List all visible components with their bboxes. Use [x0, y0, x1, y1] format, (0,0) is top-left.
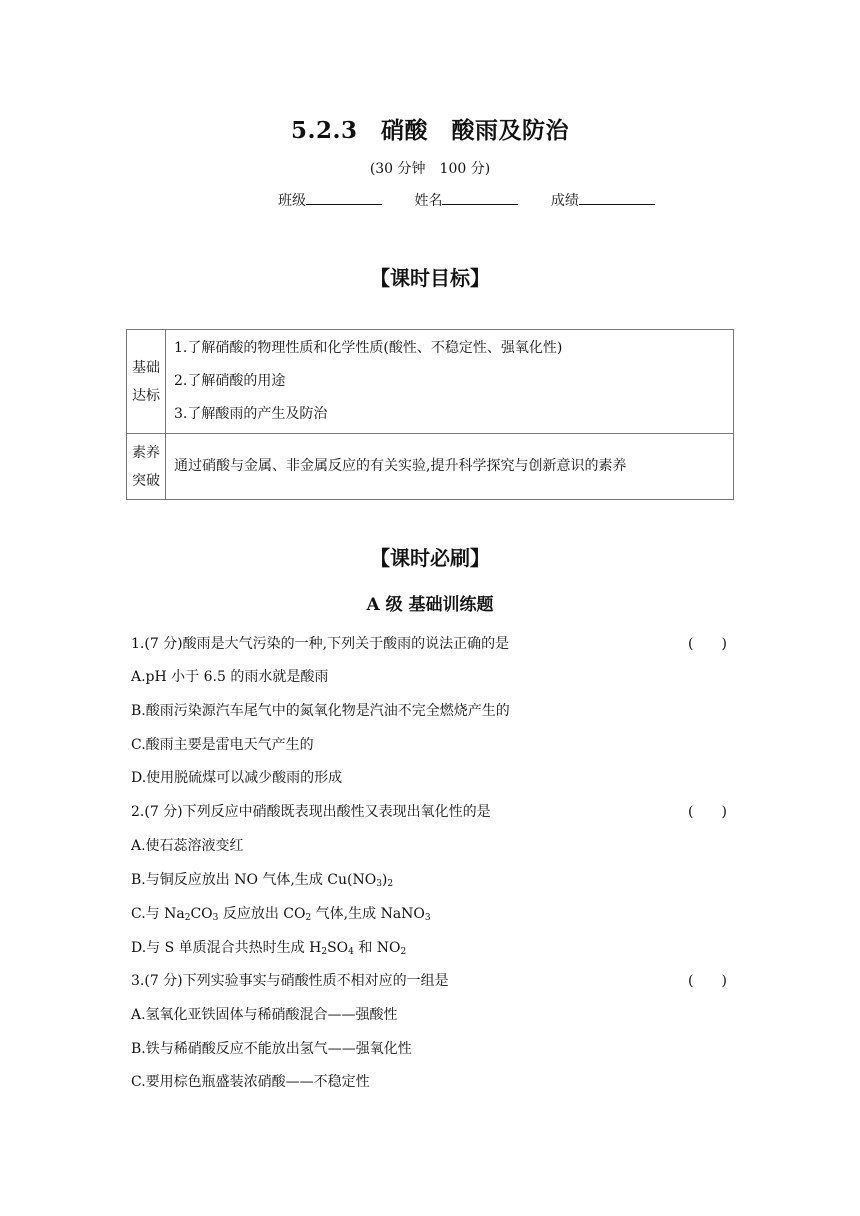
student-info-fields: [278, 190, 683, 210]
question-2-option-d[interactable]: D.与 S 单质混合共热时生成 $H_2SO_4$ 和 $NO_2$: [131, 940, 407, 957]
name-blank[interactable]: [442, 192, 518, 205]
level-heading: A 级 基础训练题: [366, 595, 494, 615]
question-2-option-c[interactable]: C.与 $Na_2CO_3$ 反应放出 $CO_2$ 气体,生成 NaNO$_3$: [131, 906, 431, 923]
goal-item: 3.了解酸雨的产生及防治: [174, 406, 328, 422]
goal-item: 通过硝酸与金属、非金属反应的有关实验,提升科学探究与创新意识的素养: [174, 458, 627, 474]
question-1-option-d[interactable]: D.使用脱硫煤可以减少酸雨的形成: [131, 770, 343, 786]
goals-table: [126, 329, 734, 500]
goal-item: 2.了解硝酸的用途: [174, 373, 286, 389]
question-2-stem: 2.(7 分)下列反应中硝酸既表现出酸性又表现出氧化性的是: [131, 804, 491, 820]
section-heading-goals: 【课时目标】: [370, 266, 490, 290]
question-1-option-a[interactable]: A.pH 小于 6.5 的雨水就是酸雨: [131, 669, 329, 685]
goals-category-literacy: 素养 突破: [127, 434, 166, 500]
question-1-option-c[interactable]: C.酸雨主要是雷电天气产生的: [131, 737, 314, 753]
question-1-stem: 1.(7 分)酸雨是大气污染的一种,下列关于酸雨的说法正确的是: [131, 636, 510, 652]
name-field[interactable]: [414, 190, 518, 210]
name-label: 姓名: [414, 193, 443, 209]
goals-category-basic: 基础 达标: [127, 330, 166, 434]
score-blank[interactable]: [579, 192, 655, 205]
question-2-option-b[interactable]: B.与铜反应放出 NO 气体,生成 $Cu(NO_3)_2$: [131, 872, 394, 889]
question-3-stem: 3.(7 分)下列实验事实与硝酸性质不相对应的一组是: [131, 973, 449, 989]
goals-row-basic: [127, 330, 734, 434]
goal-item: 1.了解硝酸的物理性质和化学性质(酸性、不稳定性、强氧化性): [174, 340, 563, 356]
score-label: 成绩: [550, 193, 579, 209]
goals-row-literacy: [127, 434, 734, 500]
question-2-option-a[interactable]: A.使石蕊溶液变红: [131, 838, 244, 854]
class-field[interactable]: [278, 190, 382, 210]
section-heading-practice: 【课时必刷】: [370, 546, 490, 570]
question-3-option-b[interactable]: B.铁与稀硝酸反应不能放出氢气——强氧化性: [131, 1041, 412, 1057]
goals-content-basic: [166, 330, 734, 434]
answer-bracket-2[interactable]: ( ): [688, 804, 727, 820]
goals-content-literacy: [166, 434, 734, 500]
page-title: 5.2.3 硝酸 酸雨及防治: [290, 117, 570, 144]
answer-bracket-3[interactable]: ( ): [688, 973, 727, 989]
question-3-option-c[interactable]: C.要用棕色瓶盛装浓硝酸——不稳定性: [131, 1074, 370, 1090]
class-blank[interactable]: [306, 192, 382, 205]
class-label: 班级: [278, 193, 306, 209]
score-field[interactable]: [551, 190, 655, 210]
time-score-note: (30 分钟 100 分): [369, 161, 491, 177]
question-3-option-a[interactable]: A.氢氧化亚铁固体与稀硝酸混合——强酸性: [131, 1007, 398, 1023]
question-1-option-b[interactable]: B.酸雨污染源汽车尾气中的氮氧化物是汽油不完全燃烧产生的: [131, 703, 510, 719]
answer-bracket-1[interactable]: ( ): [688, 636, 727, 652]
